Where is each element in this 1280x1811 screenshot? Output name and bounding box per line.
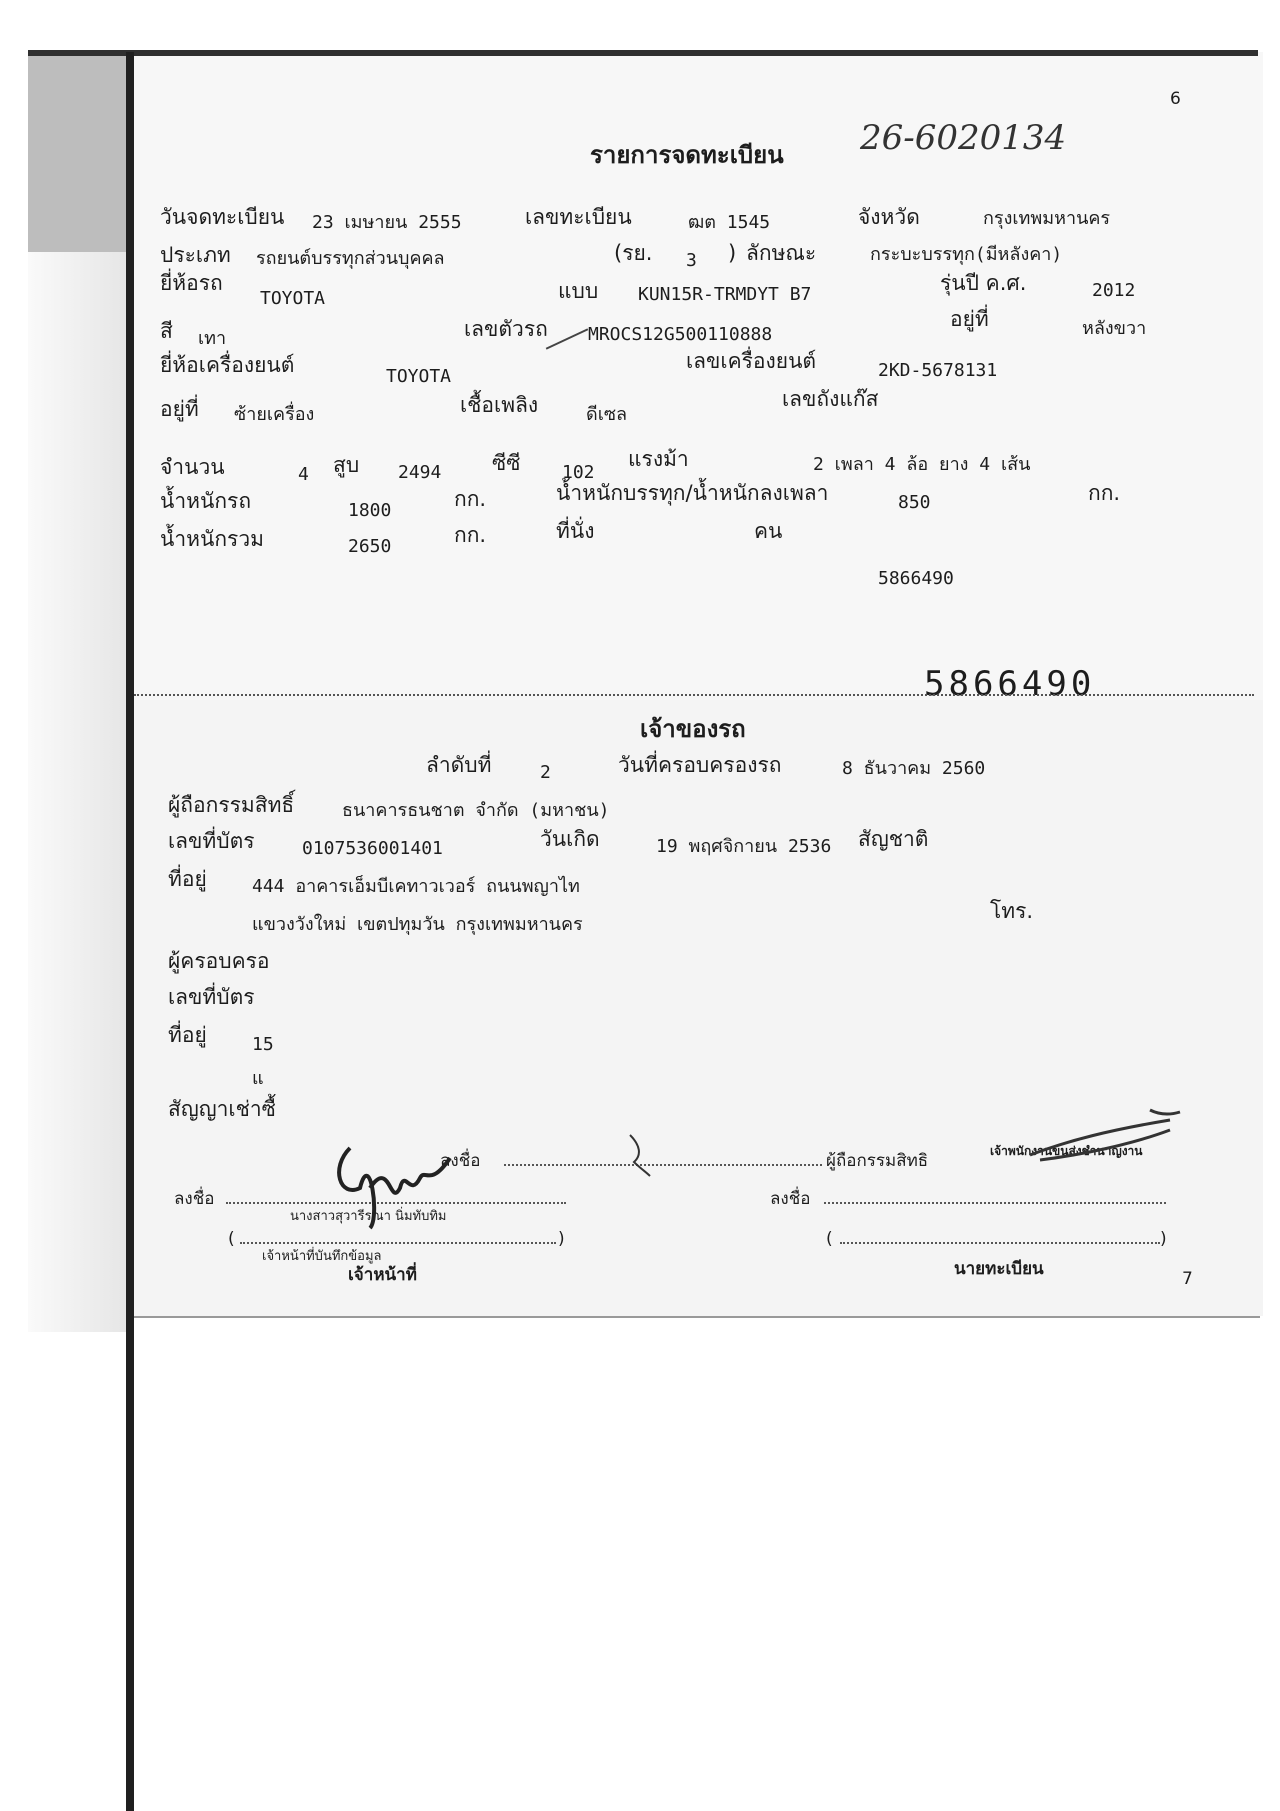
hp-label: แรงม้า	[628, 447, 689, 471]
registration-heading: รายการจดทะเบียน	[590, 140, 784, 169]
holder-name: ธนาคารธนชาต จำกัด (มหาชน)	[342, 800, 610, 821]
cylinders-label: สูบ	[333, 453, 360, 477]
cylinders: 4	[298, 464, 309, 485]
possessor-address-fragment-2: แ	[252, 1068, 264, 1089]
load: 850	[898, 492, 931, 513]
left-signature-scribble	[330, 1128, 480, 1242]
engine-location: ซ้ายเครื่อง	[234, 404, 315, 425]
reg-no-label: เลขทะเบียน	[525, 205, 632, 229]
scan-shadow	[28, 52, 126, 252]
lease-label: สัญญาเช่าซื้	[168, 1097, 276, 1121]
order-number: 2	[540, 762, 551, 783]
section-divider	[134, 694, 1254, 696]
address-line-1: 444 อาคารเอ็มบีเคทาวเวอร์ ถนนพญาไท	[252, 876, 580, 897]
vin-location-label: อยู่ที่	[950, 307, 989, 331]
possessor-address-fragment: 15	[252, 1034, 274, 1055]
gas-tank-label: เลขถังแก๊ส	[782, 387, 879, 411]
type-code: 3	[686, 250, 697, 271]
body-label: ลักษณะ	[746, 241, 817, 265]
load-unit: กก.	[1088, 481, 1121, 505]
right-name-line	[840, 1242, 1160, 1244]
possessor-id-label: เลขที่บัตร	[168, 985, 255, 1009]
make-label: ยี่ห้อรถ	[160, 271, 223, 295]
year-label: รุ่นปี ค.ศ.	[940, 271, 1027, 295]
holder-sign-label: ลงชื่อ	[440, 1151, 481, 1171]
make: TOYOTA	[260, 288, 326, 309]
binding-edge	[126, 52, 134, 1811]
holder-label: ผู้ถือกรรมสิทธิ์	[168, 793, 295, 817]
seats-label: ที่นั่ง	[556, 519, 595, 543]
color-label: สี	[160, 319, 173, 343]
possess-date: 8 ธันวาคม 2560	[842, 758, 986, 779]
handwritten-ref: 26-6020134	[860, 118, 1067, 158]
right-paren-close: )	[1160, 1229, 1167, 1249]
displacement: 2494	[398, 462, 442, 483]
left-paren-open: (	[228, 1229, 235, 1249]
left-signer-title: เจ้าหน้าที่	[348, 1265, 417, 1285]
color: เทา	[198, 328, 227, 349]
holder-sign-line	[504, 1164, 822, 1166]
reg-no: ฒต 1545	[688, 212, 771, 233]
horsepower: 102	[562, 462, 595, 483]
left-paren-close: )	[558, 1229, 565, 1249]
right-sign-label: ลงชื่อ	[770, 1189, 811, 1209]
right-paren-open: (	[826, 1229, 833, 1249]
serial-number-large: 5866490	[924, 664, 1096, 704]
left-signer-name: นางสาวสุวารีรณา นิ่มทับทิม	[290, 1209, 447, 1224]
vin: MROCS12G500110888	[588, 324, 773, 345]
engine-no-label: เลขเครื่องยนต์	[686, 349, 817, 373]
order-label: ลำดับที่	[426, 753, 492, 777]
reg-date: 23 เมษายน 2555	[312, 212, 462, 233]
owner-heading: เจ้าของรถ	[640, 714, 746, 743]
nationality-label: สัญชาติ	[858, 827, 929, 851]
possess-date-label: วันที่ครอบครองรถ	[618, 753, 782, 777]
type-code-open: (รย.	[614, 241, 653, 265]
possessor-label: ผู้ครอบครอ	[168, 949, 270, 973]
owner-id-label: เลขที่บัตร	[168, 829, 255, 853]
province-label: จังหวัด	[858, 205, 920, 229]
fuel-label: เชื้อเพลิง	[460, 393, 539, 417]
right-signature-scribble	[1020, 1100, 1190, 1174]
model-year: 2012	[1092, 280, 1136, 301]
address-line-2: แขวงวังใหม่ เขตปทุมวัน กรุงเทพมหานคร	[252, 914, 583, 935]
address-label: ที่อยู่	[168, 867, 207, 891]
province: กรุงเทพมหานคร	[983, 208, 1111, 229]
vin-location: หลังขวา	[1082, 318, 1147, 339]
load-label: น้ำหนักบรรทุก/น้ำหนักลงเพลา	[556, 481, 829, 505]
dob: 19 พฤศจิกายน 2536	[656, 836, 832, 857]
axle-wheel-tire: 2 เพลา 4 ล้อ ยาง 4 เส้น	[813, 454, 1031, 475]
engine-location-label: อยู่ที่	[160, 397, 199, 421]
gross-weight-label: น้ำหนักรวม	[160, 527, 264, 551]
right-signer-title: นายทะเบียน	[954, 1259, 1044, 1279]
fuel: ดีเซล	[586, 404, 628, 425]
scan-top-edge	[28, 50, 1258, 56]
possessor-address-label: ที่อยู่	[168, 1023, 207, 1047]
weight-label: น้ำหนักรถ	[160, 489, 252, 513]
right-sign-line	[824, 1202, 1166, 1204]
vehicle-type: รถยนต์บรรทุกส่วนบุคคล	[256, 248, 445, 269]
body-style: กระบะบรรทุก(มีหลังคา)	[870, 244, 1063, 265]
dob-label: วันเกิด	[540, 827, 600, 851]
page-number-bottom: 7	[1182, 1269, 1193, 1289]
type-code-close: )	[728, 241, 737, 265]
seats-unit: คน	[754, 519, 783, 543]
left-sign-label: ลงชื่อ	[174, 1189, 215, 1209]
type-label: ประเภท	[160, 243, 231, 267]
gross-weight: 2650	[348, 536, 392, 557]
engine-make-label: ยี่ห้อเครื่องยนต์	[160, 353, 295, 377]
tel-label: โทร.	[990, 899, 1034, 923]
owner-id: 0107536001401	[302, 838, 443, 859]
serial-number: 5866490	[878, 568, 954, 589]
weight: 1800	[348, 500, 392, 521]
vin-label: เลขตัวรถ	[464, 317, 548, 341]
left-signer-position: เจ้าหน้าที่บันทึกข้อมูล	[262, 1249, 382, 1264]
reg-date-label: วันจดทะเบียน	[160, 205, 285, 229]
sheet-bottom-edge	[134, 1316, 1260, 1318]
model-label: แบบ	[558, 279, 599, 303]
engine-no: 2KD-5678131	[878, 360, 998, 381]
holder-signature-mark	[620, 1130, 660, 1184]
gross-weight-unit: กก.	[454, 523, 487, 547]
cc-label: ซีซี	[492, 451, 521, 475]
right-official-stamp: เจ้าพนักงานขนส่งชำนาญงาน	[990, 1144, 1143, 1158]
model: KUN15R-TRMDYT B7	[638, 284, 812, 305]
weight-unit: กก.	[454, 487, 487, 511]
engine-make: TOYOTA	[386, 366, 452, 387]
holder-caption: ผู้ถือกรรมสิทธิ	[826, 1151, 929, 1171]
qty-label: จำนวน	[160, 455, 225, 479]
page-number-top: 6	[1170, 89, 1181, 109]
